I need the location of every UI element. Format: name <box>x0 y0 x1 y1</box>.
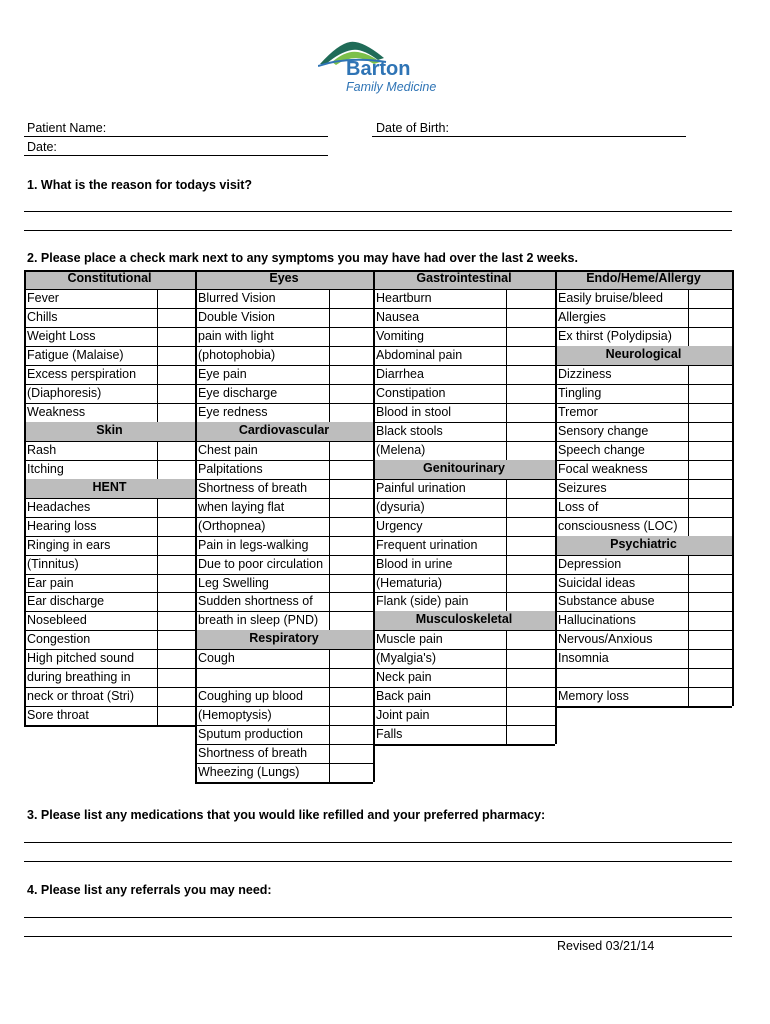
symptom-label: Memory loss <box>558 689 629 704</box>
symptom-checkbox[interactable] <box>688 327 732 346</box>
symptom-checkbox[interactable] <box>506 308 555 327</box>
symptom-label <box>195 668 329 687</box>
symptom-checkbox[interactable] <box>157 611 195 630</box>
symptom-checkbox[interactable] <box>329 346 373 365</box>
symptom-checkbox[interactable] <box>506 403 555 422</box>
symptom-checkbox[interactable] <box>688 479 732 498</box>
symptom-checkbox[interactable] <box>329 668 373 687</box>
symptom-checkbox[interactable] <box>329 706 373 725</box>
symptom-checkbox[interactable] <box>157 649 195 668</box>
symptom-label: Itching <box>27 461 64 476</box>
symptom-checkbox[interactable] <box>688 289 732 308</box>
constitutional-column-section-header: HENT <box>24 479 195 498</box>
answer-line-3a[interactable] <box>24 842 732 843</box>
gastrointestinal-column-section-header: Genitourinary <box>373 460 555 479</box>
symptom-checkbox[interactable] <box>157 592 195 611</box>
symptom-checkbox[interactable] <box>157 498 195 517</box>
symptom-label: (Tinnitus) <box>27 556 79 571</box>
symptom-label: Sudden shortness of <box>198 594 313 609</box>
symptom-label: Neck pain <box>376 670 432 685</box>
eyes-column-section-header: Respiratory <box>195 630 373 649</box>
symptom-label: Chills <box>27 309 58 324</box>
symptom-label: Dizziness <box>558 366 612 381</box>
symptom-checkbox[interactable] <box>688 517 732 536</box>
symptom-label: Ear pain <box>27 575 74 590</box>
symptom-checkbox[interactable] <box>329 517 373 536</box>
symptom-checkbox[interactable] <box>688 555 732 574</box>
answer-line-3b[interactable] <box>24 861 732 862</box>
symptom-checkbox[interactable] <box>506 422 555 441</box>
symptom-label: Nervous/Anxious <box>558 632 653 647</box>
symptom-checkbox[interactable] <box>329 384 373 403</box>
symptom-label: Cough <box>198 651 235 666</box>
symptom-checkbox[interactable] <box>506 479 555 498</box>
symptom-label: Insomnia <box>558 651 609 666</box>
symptom-checkbox[interactable] <box>506 498 555 517</box>
symptom-checkbox[interactable] <box>329 611 373 630</box>
table-column-border <box>195 270 197 782</box>
logo-subtitle: Family Medicine <box>346 80 437 94</box>
symptom-label: Weakness <box>27 404 86 419</box>
symptom-checkbox[interactable] <box>329 744 373 763</box>
symptom-label: Ex thirst (Polydipsia) <box>558 328 672 343</box>
symptom-label: Weight Loss <box>27 328 96 343</box>
symptom-checkbox[interactable] <box>329 403 373 422</box>
symptom-checkbox[interactable] <box>506 725 555 744</box>
logo-name: Barton <box>346 58 411 80</box>
symptom-label: (Hemoptysis) <box>198 708 272 723</box>
symptom-label: Ringing in ears <box>27 537 111 552</box>
symptom-checkbox[interactable] <box>688 630 732 649</box>
symptom-label: breath in sleep (PND) <box>198 613 319 628</box>
symptom-label: (dysuria) <box>376 499 425 514</box>
symptom-label: Nosebleed <box>27 613 87 628</box>
symptom-checkbox[interactable] <box>329 289 373 308</box>
symptom-label: Pain in legs-walking <box>198 537 309 552</box>
symptom-checkbox[interactable] <box>157 403 195 422</box>
symptom-label: Wheezing (Lungs) <box>198 765 300 780</box>
symptom-label: Ear discharge <box>27 594 105 609</box>
symptom-checkbox[interactable] <box>157 327 195 346</box>
symptom-checkbox[interactable] <box>157 536 195 555</box>
symptom-label: Hallucinations <box>558 613 636 628</box>
symptom-label: Back pain <box>376 689 431 704</box>
symptom-checkbox[interactable] <box>157 668 195 687</box>
symptom-label: pain with light <box>198 328 274 343</box>
symptom-label: Seizures <box>558 480 607 495</box>
symptom-checkbox[interactable] <box>688 592 732 611</box>
symptom-label: Falls <box>376 727 403 742</box>
table-column-border <box>555 270 557 706</box>
symptom-checkbox[interactable] <box>506 630 555 649</box>
symptom-checkbox[interactable] <box>157 384 195 403</box>
table-top-border <box>373 270 555 272</box>
symptom-checkbox[interactable] <box>506 555 555 574</box>
symptom-checkbox[interactable] <box>329 763 373 782</box>
symptom-checkbox[interactable] <box>157 289 195 308</box>
symptom-label: during breathing in <box>27 670 131 685</box>
symptom-checkbox[interactable] <box>329 574 373 593</box>
endo-neuro-psych-column-section-header: Neurological <box>555 346 732 365</box>
date-label: Date: <box>27 140 57 154</box>
symptom-label: Eye discharge <box>198 385 278 400</box>
symptom-label <box>555 668 688 687</box>
symptom-checkbox[interactable] <box>157 630 195 649</box>
symptom-label: Muscle pain <box>376 632 443 647</box>
symptom-label: consciousness (LOC) <box>558 518 678 533</box>
symptom-label: Congestion <box>27 632 91 647</box>
symptom-checkbox[interactable] <box>506 289 555 308</box>
symptom-checkbox[interactable] <box>688 460 732 479</box>
symptom-checkbox[interactable] <box>157 346 195 365</box>
symptom-checkbox[interactable] <box>157 517 195 536</box>
symptom-checkbox[interactable] <box>506 668 555 687</box>
symptom-checkbox[interactable] <box>329 308 373 327</box>
symptom-label: Black stools <box>376 423 443 438</box>
symptom-checkbox[interactable] <box>329 479 373 498</box>
symptom-checkbox[interactable] <box>157 706 195 725</box>
symptom-label: (photophobia) <box>198 347 276 362</box>
endo-neuro-psych-column-section-header: Psychiatric <box>555 536 732 555</box>
table-top-border <box>555 270 732 272</box>
symptom-checkbox[interactable] <box>506 536 555 555</box>
symptom-checkbox[interactable] <box>329 555 373 574</box>
symptom-label: Nausea <box>376 309 420 324</box>
question-4: 4. Please list any referrals you may need: <box>27 883 272 897</box>
table-column-border <box>732 270 734 706</box>
symptom-label: Eye pain <box>198 366 247 381</box>
gastrointestinal-column-section-header: Musculoskeletal <box>373 611 555 630</box>
symptom-label: Shortness of breath <box>198 746 308 761</box>
table-top-border <box>195 270 373 272</box>
symptom-checkbox[interactable] <box>329 725 373 744</box>
symptom-label: Depression <box>558 556 622 571</box>
symptom-label: Painful urination <box>376 480 466 495</box>
symptom-label: Palpitations <box>198 461 263 476</box>
table-top-border <box>24 270 195 272</box>
symptom-label: Excess perspiration <box>27 366 137 381</box>
symptom-label: Blurred Vision <box>198 290 276 305</box>
table-bottom-border <box>24 725 195 727</box>
symptom-label: (Hematuria) <box>376 575 442 590</box>
symptom-checkbox[interactable] <box>157 687 195 706</box>
symptom-checkbox[interactable] <box>506 649 555 668</box>
symptom-label: Sore throat <box>27 708 89 723</box>
symptom-label: Tingling <box>558 385 602 400</box>
symptom-label: Abdominal pain <box>376 347 463 362</box>
symptom-label: Due to poor circulation <box>198 556 324 571</box>
symptom-label: Suicidal ideas <box>558 575 636 590</box>
eyes-column-section-header: Eyes <box>195 270 373 289</box>
symptom-label: Chest pain <box>198 442 258 457</box>
symptom-label: Fatigue (Malaise) <box>27 347 124 362</box>
symptom-label: Hearing loss <box>27 518 97 533</box>
symptom-checkbox[interactable] <box>329 441 373 460</box>
question-1: 1. What is the reason for todays visit? <box>27 178 253 192</box>
symptom-label: Blood in stool <box>376 404 452 419</box>
symptom-checkbox[interactable] <box>329 498 373 517</box>
symptom-label: (Myalgia's) <box>376 651 437 666</box>
symptom-label: Allergies <box>558 309 606 324</box>
symptom-checkbox[interactable] <box>157 574 195 593</box>
symptom-checkbox[interactable] <box>157 308 195 327</box>
symptom-label: Blood in urine <box>376 556 453 571</box>
symptom-checkbox[interactable] <box>329 592 373 611</box>
gastrointestinal-column-section-header: Gastrointestinal <box>373 270 555 289</box>
symptom-checkbox[interactable] <box>329 365 373 384</box>
symptom-label: (Orthopnea) <box>198 518 266 533</box>
symptom-label: Urgency <box>376 518 423 533</box>
constitutional-column-section-header: Constitutional <box>24 270 195 289</box>
symptom-label: Vomiting <box>376 328 424 343</box>
answer-line-4a[interactable] <box>24 917 732 918</box>
symptom-label: Fever <box>27 290 59 305</box>
symptom-checkbox[interactable] <box>688 441 732 460</box>
symptom-label: Frequent urination <box>376 537 478 552</box>
symptom-label: Diarrhea <box>376 366 424 381</box>
table-bottom-border <box>195 782 373 784</box>
symptom-checkbox[interactable] <box>688 422 732 441</box>
symptom-checkbox[interactable] <box>688 687 732 706</box>
symptom-label: Sensory change <box>558 423 649 438</box>
symptom-label: Coughing up blood <box>198 689 303 704</box>
symptom-checkbox[interactable] <box>688 574 732 593</box>
symptom-label: Heartburn <box>376 290 432 305</box>
table-column-border <box>373 270 375 744</box>
symptom-label: Eye redness <box>198 404 268 419</box>
patient-name-label: Patient Name: <box>27 121 107 135</box>
symptom-label: Loss of <box>558 499 599 514</box>
revised-date: Revised 03/21/14 <box>557 939 655 953</box>
symptom-checkbox[interactable] <box>506 346 555 365</box>
symptom-checkbox[interactable] <box>506 384 555 403</box>
question-2: 2. Please place a check mark next to any symptoms you may have had over the last 2 weeks. <box>27 251 578 265</box>
symptom-checkbox[interactable] <box>506 687 555 706</box>
symptom-label: when laying flat <box>198 499 285 514</box>
symptom-label: Shortness of breath <box>198 480 308 495</box>
table-column-border <box>24 270 26 725</box>
symptom-checkbox[interactable] <box>506 706 555 725</box>
symptom-label: Focal weakness <box>558 461 648 476</box>
symptom-checkbox[interactable] <box>688 365 732 384</box>
symptom-label: neck or throat (Stri) <box>27 689 134 704</box>
symptom-label: Joint pain <box>376 708 430 723</box>
symptom-checkbox[interactable] <box>506 592 555 611</box>
symptom-checkbox[interactable] <box>506 574 555 593</box>
symptom-label: Rash <box>27 442 57 457</box>
symptom-checkbox[interactable] <box>157 555 195 574</box>
dob-label: Date of Birth: <box>376 121 449 135</box>
answer-line-4b[interactable] <box>24 936 732 937</box>
symptom-checkbox[interactable] <box>688 403 732 422</box>
symptom-label: Sputum production <box>198 727 303 742</box>
table-bottom-border <box>555 706 732 708</box>
symptom-checkbox[interactable] <box>688 611 732 630</box>
eyes-column-section-header: Cardiovascular <box>195 422 373 441</box>
question-3: 3. Please list any medications that you would like refilled and your preferred pharmacy: <box>27 808 546 822</box>
table-bottom-border <box>373 744 555 746</box>
symptom-label: High pitched sound <box>27 651 135 666</box>
symptom-checkbox[interactable] <box>157 460 195 479</box>
symptom-checkbox[interactable] <box>688 384 732 403</box>
symptom-checkbox[interactable] <box>688 498 732 517</box>
symptom-checkbox[interactable] <box>157 441 195 460</box>
symptom-checkbox[interactable] <box>329 649 373 668</box>
symptom-checkbox[interactable] <box>329 536 373 555</box>
symptom-checkbox[interactable] <box>506 327 555 346</box>
symptom-label: (Diaphoresis) <box>27 385 102 400</box>
symptom-label: Double Vision <box>198 309 275 324</box>
symptom-checkbox[interactable] <box>506 517 555 536</box>
symptom-label: Headaches <box>27 499 91 514</box>
constitutional-column-section-header: Skin <box>24 422 195 441</box>
symptom-checkbox[interactable] <box>688 649 732 668</box>
symptom-label: Leg Swelling <box>198 575 269 590</box>
symptom-checkbox[interactable] <box>688 308 732 327</box>
symptom-checkbox[interactable] <box>506 441 555 460</box>
symptom-checkbox[interactable] <box>157 365 195 384</box>
symptom-label: Easily bruise/bleed <box>558 290 663 305</box>
symptom-label: Substance abuse <box>558 594 655 609</box>
symptom-label: Tremor <box>558 404 598 419</box>
symptom-label: Speech change <box>558 442 645 457</box>
symptom-label: Flank (side) pain <box>376 594 469 609</box>
symptom-label: (Melena) <box>376 442 426 457</box>
symptom-checkbox[interactable] <box>329 327 373 346</box>
endo-neuro-psych-column-section-header: Endo/Heme/Allergy <box>555 270 732 289</box>
symptom-label: Constipation <box>376 385 446 400</box>
symptom-checkbox[interactable] <box>688 668 732 687</box>
symptom-checkbox[interactable] <box>506 365 555 384</box>
symptom-checkbox[interactable] <box>329 460 373 479</box>
symptom-checkbox[interactable] <box>329 687 373 706</box>
